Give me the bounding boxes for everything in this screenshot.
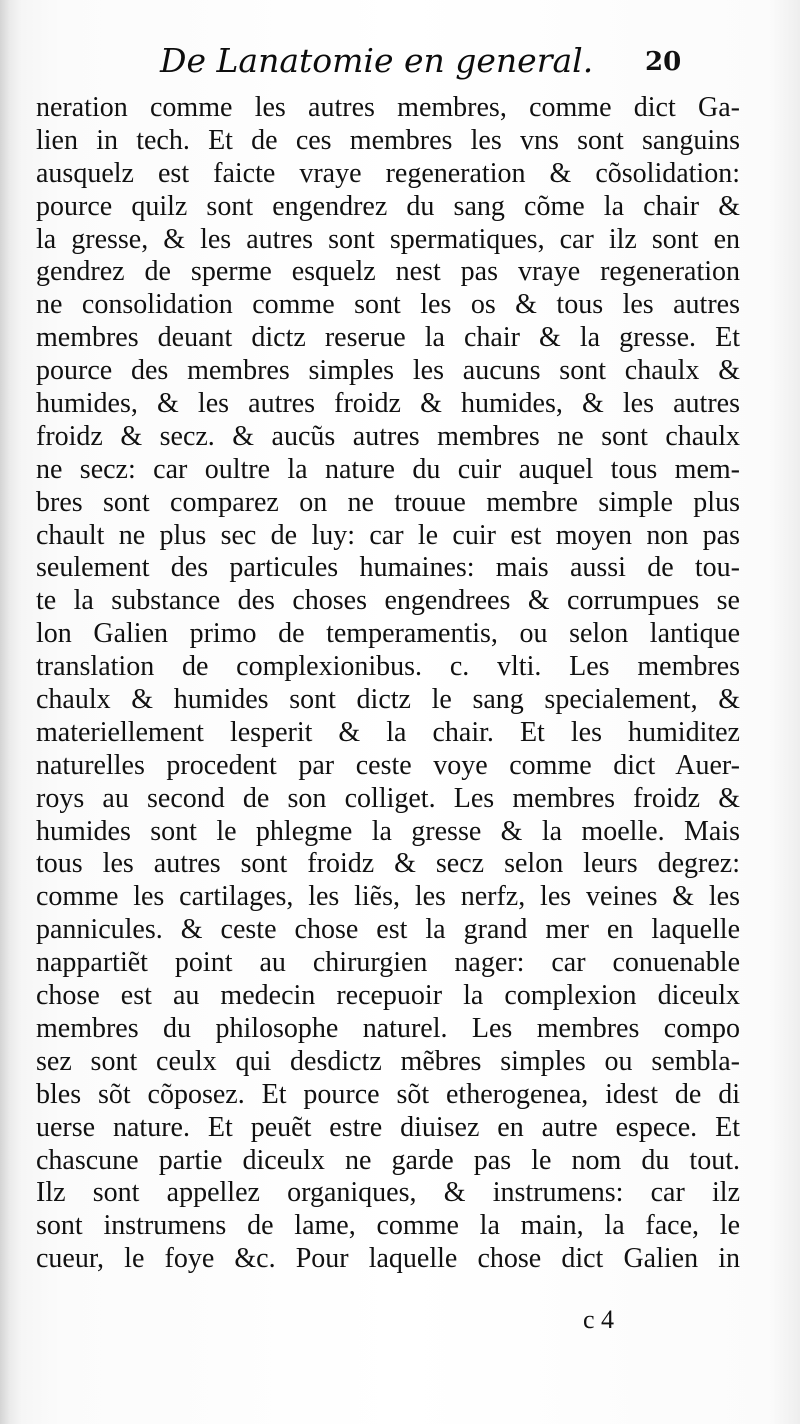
body-text [36,92,740,1276]
page-number: 20 [645,47,682,77]
text-line: bres sont comparez on ne trouue membre simple plus [36,486,740,518]
text-line: chault ne plus sec de luy: car le cuir est moyen non pas [36,519,740,551]
text-line: materiellement lesperit & la chair. Et les humiditez [36,716,740,748]
text-line: humides sont le phlegme la gresse & la moelle. Mais [36,815,740,847]
text-line: pource des membres simples les aucuns sont chaulx & [36,355,740,387]
signature-mark: c 4 [583,1305,615,1334]
text-line: sez sont ceulx qui desdictz mẽbres simples ou sembla- [36,1045,740,1077]
text-line: froidz & secz. & aucũs autres membres ne sont chaulx [36,420,740,452]
text-line: translation de complexionibus. c. vlti. Les membres [36,651,740,683]
text-line: lien in tech. Et de ces membres les vns sont sanguins [36,124,740,156]
text-line: ne consolidation comme sont les os & tous les autres [36,289,740,321]
text-line: ausquelz est faicte vraye regeneration & cõsolidation: [36,157,740,189]
show-through-bleed [40,1290,240,1316]
text-line: cueur, le foye &c. Pour laquelle chose dict Galien in [36,1243,740,1275]
text-line: seulement des particules humaines: mais aussi de tou- [36,552,740,584]
text-line: comme les cartilages, les liẽs, les nerfz, les veines & les [36,881,740,913]
text-line: humides, & les autres froidz & humides, & les autres [36,388,740,420]
text-line: lon Galien primo de temperamentis, ou selon lantique [36,618,740,650]
text-line: gendrez de sperme esquelz nest pas vraye regeneration [36,256,740,288]
text-line: chaulx & humides sont dictz le sang specialement, & [36,684,740,716]
text-line: te la substance des choses engendrees & corrumpues se [36,585,740,617]
text-line: bles sõt cõposez. Et pource sõt etherogenea, idest de di [36,1078,740,1110]
text-line: Ilz sont appellez organiques, & instrumens: car ilz [36,1177,740,1209]
text-line: uerse nature. Et peuẽt estre diuisez en autre espece. Et [36,1111,740,1143]
text-line: ne secz: car oultre la nature du cuir auquel tous mem- [36,453,740,485]
text-line: nappartiẽt point au chirurgien nager: car conuenable [36,947,740,979]
text-line: pannicules. & ceste chose est la grand mer en laquelle [36,914,740,946]
text-line: roys au second de son colliget. Les membres froidz & [36,782,740,814]
text-line: chascune partie diceulx ne garde pas le nom du tout. [36,1144,740,1176]
text-line: tous les autres sont froidz & secz selon leurs degrez: [36,848,740,880]
text-line: chose est au medecin recepuoir la complexion diceulx [36,980,740,1012]
text-line: la gresse, & les autres sont spermatiques, car ilz sont en [36,223,740,255]
text-line: neration comme les autres membres, comme dict Ga- [36,92,740,123]
text-line: sont instrumens de lame, comme la main, la face, le [36,1210,740,1242]
text-line: naturelles procedent par ceste voye comme dict Auer- [36,749,740,781]
text-line: membres du philosophe naturel. Les membres compo [36,1012,740,1044]
text-line: membres deuant dictz reserue la chair & la gresse. Et [36,322,740,354]
text-line: pource quilz sont engendrez du sang cõme la chair & [36,190,740,222]
running-head: De Lanatomie en general. [160,41,594,80]
